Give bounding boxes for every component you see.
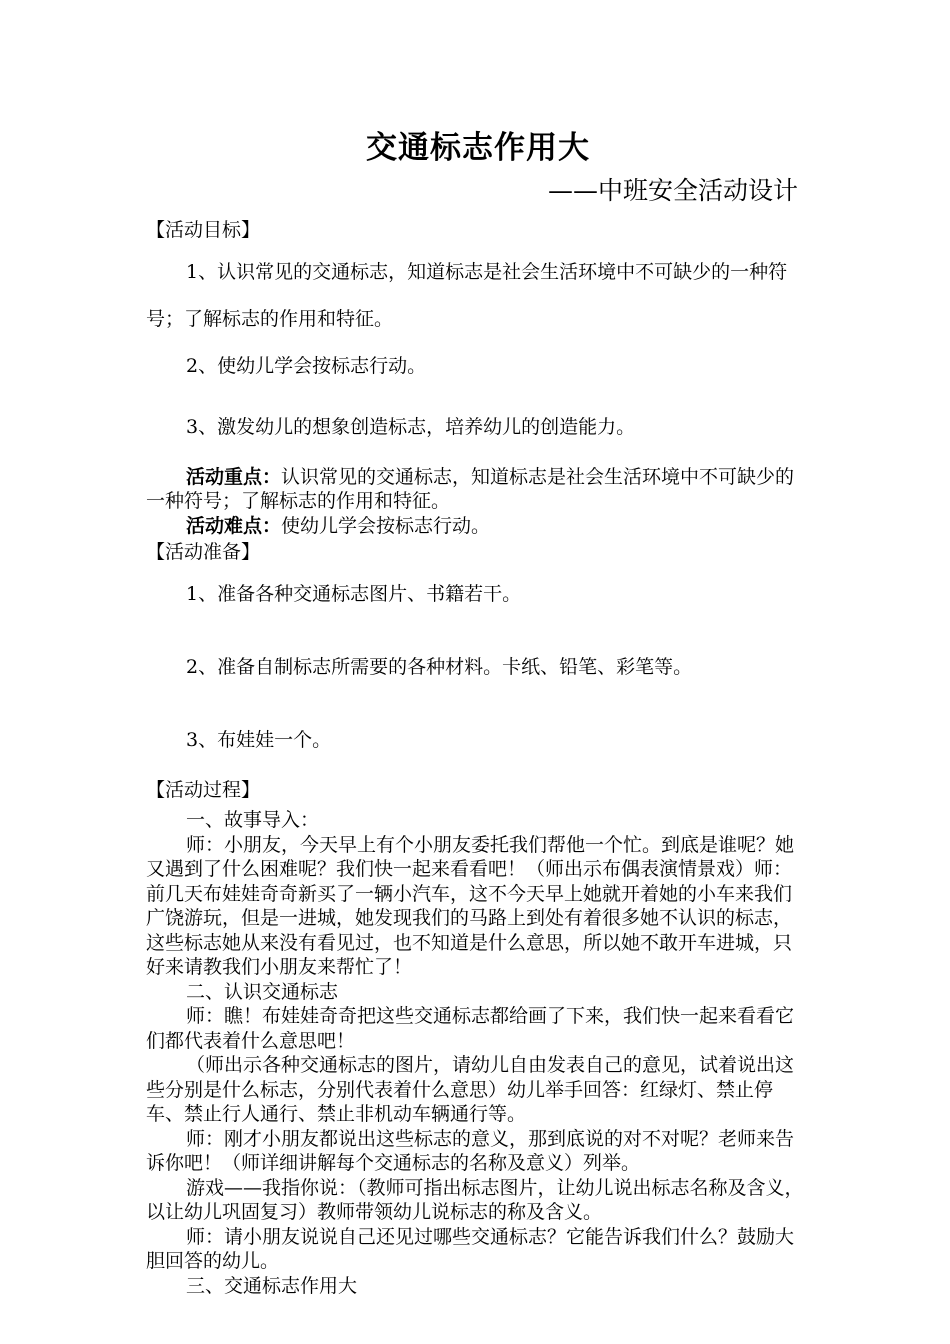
goal-item: 3、激发幼儿的想象创造标志，培养幼儿的创造能力。 (186, 415, 636, 438)
key-point-text: 认识常见的交通标志，知道标志是社会生活环境中不可缺少的一种符号；了解标志的作用和特征。 (146, 465, 795, 512)
prep-item: 3、布娃娃一个。 (186, 728, 332, 751)
prep-item: 1、准备各种交通标志图片、书籍若干。 (186, 582, 522, 605)
process-paragraph: 一、故事导入： (186, 809, 320, 831)
process-paragraph: 师：瞧！布娃娃奇奇把这些交通标志都给画了下来，我们快一起来看看它们都代表着什么意思吧！ (146, 1005, 795, 1052)
prep-item: 2、准备自制标志所需要的各种材料。卡纸、铅笔、彩笔等。 (186, 655, 693, 678)
difficulty-point (146, 514, 810, 539)
document-title: 交通标志作用大 (366, 130, 590, 166)
key-point (146, 465, 810, 514)
document-subtitle: ——中班安全活动设计 (547, 176, 798, 205)
section-heading-goals: 【活动目标】 (146, 219, 261, 241)
section-heading-process: 【活动过程】 (146, 778, 261, 801)
key-point-label: 活动重点： (186, 465, 282, 488)
process-paragraph: 三、交通标志作用大 (186, 1274, 358, 1297)
process-paragraph: 二、认识交通标志 (186, 980, 339, 1003)
section-heading-prep: 【活动准备】 (146, 541, 261, 563)
goal-item: 1、认识常见的交通标志，知道标志是社会生活环境中不可缺少的一种符号；了解标志的作用和特征。 (146, 260, 788, 330)
difficulty-text: 使幼儿学会按标志行动。 (281, 514, 491, 537)
process-paragraph: 游戏——我指你说：（教师可指出标志图片，让幼儿说出标志名称及含义，以让幼儿巩固复习）教师带领幼儿说标志的称及含义。 (146, 1176, 804, 1223)
goal-item: 2、使幼儿学会按标志行动。 (186, 354, 427, 377)
process-paragraph: （师出示各种交通标志的图片，请幼儿自由发表自己的意见，试着说出这些分别是什么标志，分别代表着什么意思）幼儿举手回答：红绿灯、禁止停车、禁止行人通行、禁止非机动车辆通行等。 (146, 1054, 795, 1125)
process-paragraph: 师：请小朋友说说自己还见过哪些交通标志？它能告诉我们什么？鼓励大胆回答的幼儿。 (146, 1225, 795, 1272)
difficulty-label: 活动难点： (186, 514, 282, 537)
process-paragraph: 师：小朋友，今天早上有个小朋友委托我们帮他一个忙。到底是谁呢？她又遇到了什么困难呢？我们快一起来看看吧！（师出示布偶表演情景戏）师：前几天布娃娃奇奇新买了一辆小汽车，这不今天早上她就开着她的小车来我们广饶游玩，但是一进城，她发现我们的马路上到处有着很多她不认识的标志，这些标志她从来没有看见过，也不知道是什么意思，所以她不敢开车进城，只好来请教我们小朋友来帮忙了！ (146, 833, 795, 978)
process-paragraph: 师：刚才小朋友都说出这些标志的意义，那到底说的对不对呢？老师来告诉你吧！（师详细讲解每个交通标志的名称及意义）列举。 (146, 1127, 795, 1174)
